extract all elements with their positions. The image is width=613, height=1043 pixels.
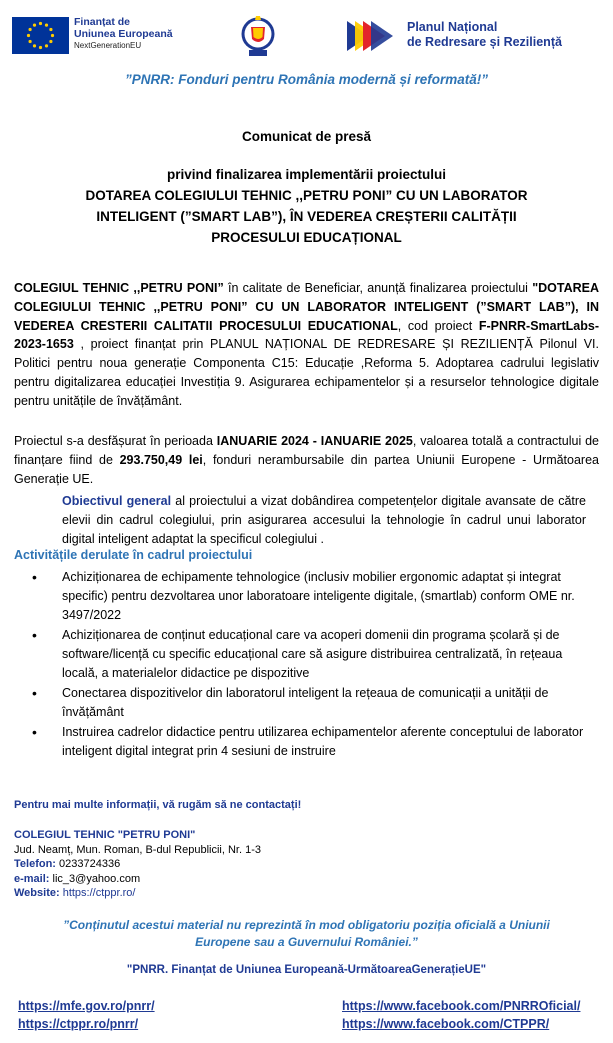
objective-label: Obiectivul general <box>62 494 172 508</box>
eu-line-3: NextGenerationEU <box>74 41 142 50</box>
header-logos <box>0 0 613 68</box>
website-link[interactable]: https://ctppr.ro/ <box>62 887 136 899</box>
contact-email-row <box>14 872 261 887</box>
eu-flag-icon <box>12 17 69 54</box>
subtitle-line-4: PROCESULUI EDUCAȚIONAL <box>211 230 402 245</box>
paragraph-beneficiary <box>14 279 599 411</box>
contact-heading: Pentru mai multe informații, vă rugăm să ne contactați! <box>14 799 302 811</box>
romanian-government-seal-icon <box>240 12 276 58</box>
paragraph-period <box>14 432 599 488</box>
list-item: • Conectarea dispozitivelor din laboratorul inteligent la rețeaua de comunicații a unității de învățământ <box>30 684 590 722</box>
p1-text-2: , cod proiect <box>397 318 479 333</box>
contact-address: Jud. Neamț, Mun. Roman, B-dul Republicii, Nr. 1-3 <box>14 843 261 856</box>
link-mfe-pnrr[interactable]: https://mfe.gov.ro/pnrr/ <box>18 999 155 1013</box>
eu-line-2: Uniunea Europeană <box>74 28 173 40</box>
eu-line-1: Finanțat de <box>74 16 131 28</box>
project-code: F-PNRR-SmartLabs-2023-1653 <box>14 318 599 352</box>
contact-block <box>14 828 261 901</box>
pnrr-line-2: de Redresare și Reziliență <box>407 35 562 49</box>
link-facebook-pnrr[interactable]: https://www.facebook.com/PNRROficial/ <box>342 999 581 1013</box>
contact-phone-row <box>14 857 261 872</box>
activities-heading: Activitățile derulate în cadrul proiectului <box>14 548 253 562</box>
phone-value: 0233724336 <box>55 858 121 870</box>
slogan: ”PNRR: Fonduri pentru România modernă și reformată!” <box>124 72 489 87</box>
eu-funding-label <box>74 16 173 52</box>
project-name: "DOTAREA COLEGIULUI TEHNIC ,,PETRU PONI” CU UN LABORATOR INTELIGENT (”SMART LAB”), IN VEDEREA CRESTERII CALITATII PROCESULUI EDUCATIONAL <box>14 281 600 333</box>
email-value[interactable]: lic_3@yahoo.com <box>49 872 141 885</box>
pnrr-label <box>407 20 562 50</box>
contact-website-row <box>14 886 261 901</box>
activities-list <box>30 568 590 762</box>
list-item: • Achiziționarea de conținut educațional care va acoperi domenii din programa școlară și de software/licență cu specific educațional care să asigure distribuirea centralizată, în rețeaua locală, a materialelor didactice pe dispozitive <box>30 626 590 683</box>
p1-text-1: în calitate de Beneficiar, anunță finalizarea proiectului <box>223 281 533 295</box>
page-title: Comunicat de presă <box>241 129 372 144</box>
p1-text-3: , proiect finanțat prin PLANUL NAȚIONAL DE REDRESARE ȘI REZILIENȚĂ Pilonul VI. Politici pentru noua generație Componenta C15: Educație ,Reforma 5. Adoptarea cadrului legislativ pentru digitalizarea educației Investiția 9. Asigurarea echipamentelor și a resurselor tehnologice digitale pentru unitățile de învățământ. <box>14 337 599 408</box>
project-subtitle <box>30 164 583 248</box>
phone-label: Telefon: <box>14 858 56 870</box>
eu-stars-icon <box>12 17 69 54</box>
subtitle-line-2: DOTAREA COLEGIULUI TEHNIC ,,PETRU PONI” CU UN LABORATOR <box>85 188 528 203</box>
subtitle-line-1: privind finalizarea implementării proiectului <box>166 167 447 182</box>
subtitle-line-3: INTELIGENT (”SMART LAB”), ÎN VEDEREA CREȘTERII CALITĂȚII <box>96 209 517 224</box>
beneficiary-name: COLEGIUL TEHNIC ,,PETRU PONI” <box>14 281 224 295</box>
list-item: • Instruirea cadrelor didactice pentru utilizarea echipamentelor aferente conceptului de laborator inteligent digital integrat prin 4 sesiuni de instruire <box>30 723 590 761</box>
project-period: IANUARIE 2024 - IANUARIE 2025 <box>216 434 413 448</box>
funding-statement: "PNRR. Finanțat de Uniunea Europeană-UrmătoareaGenerațieUE" <box>126 964 487 976</box>
pnrr-line-1: Planul Național <box>407 20 498 34</box>
p2-text-3: , fonduri nerambursabile din partea Uniunii Europene - Următoarea Generație UE. <box>14 452 599 486</box>
links-left <box>18 997 155 1033</box>
email-label: e-mail: <box>14 872 50 885</box>
links-right <box>342 997 580 1033</box>
disclaimer: ”Conținutul acestui material nu reprezintă în mod obligatoriu poziția oficială a Uniunii Europene sau a Guvernului României.” <box>63 918 550 949</box>
link-facebook-ctppr[interactable]: https://www.facebook.com/CTPPR/ <box>342 1017 550 1031</box>
pnrr-logo-icon <box>347 21 403 51</box>
website-label: Website: <box>14 887 60 899</box>
link-ctppr-pnrr[interactable]: https://ctppr.ro/pnrr/ <box>18 1017 139 1031</box>
list-item: • Achiziționarea de echipamente tehnologice (inclusiv mobilier ergonomic adaptat și integrat specific) pentru dezvoltarea unor laboratoare inteligente digitale, (smartlab) conform OME nr. 3497/2022 <box>30 568 590 625</box>
paragraph-objective <box>62 492 586 548</box>
p2-text-2: , valoarea totală a contractului de finanțare fiind de <box>14 434 599 467</box>
contact-name: COLEGIUL TEHNIC "PETRU PONI" <box>14 829 196 841</box>
contract-value: 293.750,49 lei <box>119 452 203 467</box>
p2-text-1: Proiectul s-a desfășurat în perioada <box>14 434 217 448</box>
p3-text: al proiectului a vizat dobândirea competențelor digitale avansate de către elevii din cadrul colegiului, prin asigurarea accesului la tehnologie în cadrul unui laborator digital inteligent adaptat la specificul colegiului . <box>62 494 586 546</box>
